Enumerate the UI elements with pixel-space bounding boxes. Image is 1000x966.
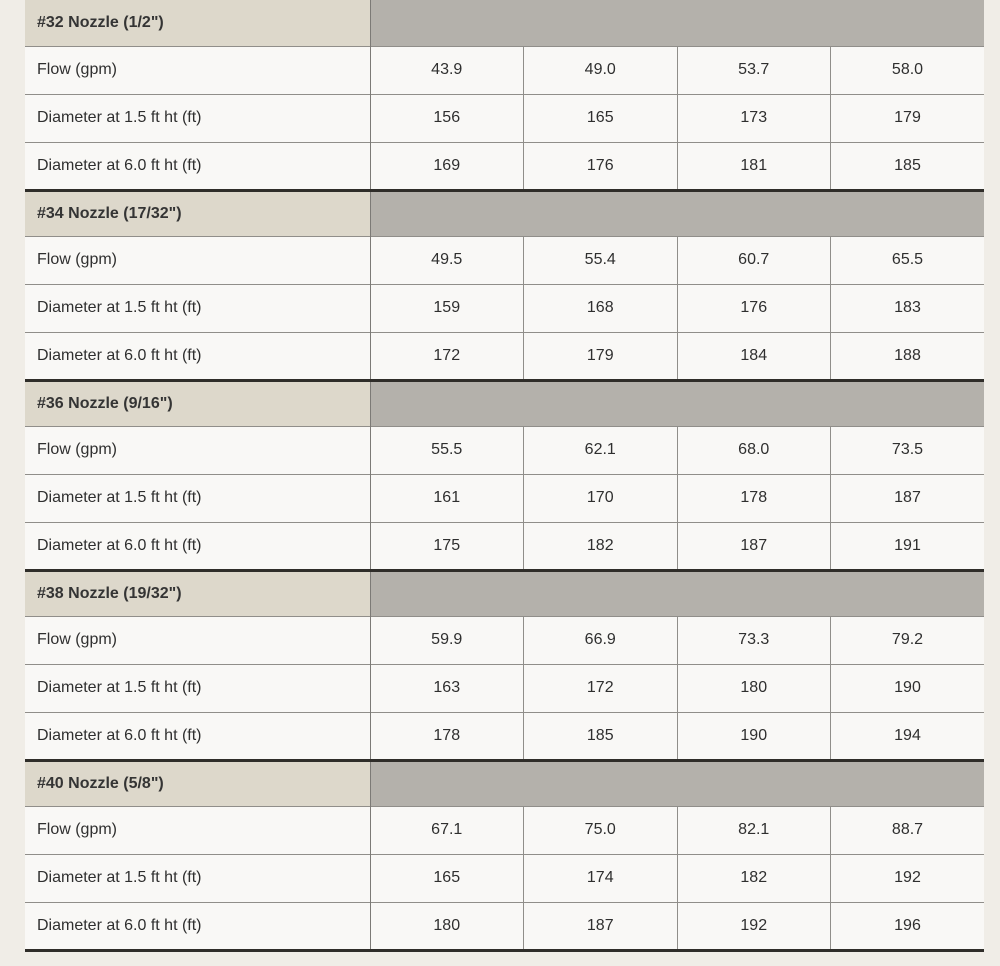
row-label: Diameter at 6.0 ft ht (ft) — [25, 142, 370, 190]
section-header-row — [25, 380, 984, 426]
data-cell: 182 — [524, 522, 678, 570]
row-label: Diameter at 6.0 ft ht (ft) — [25, 332, 370, 380]
row-label: Flow (gpm) — [25, 616, 370, 664]
data-cell: 55.4 — [524, 236, 678, 284]
data-cell: 156 — [370, 94, 524, 142]
data-cell: 163 — [370, 664, 524, 712]
data-cell: 174 — [524, 854, 678, 902]
data-cell: 194 — [831, 712, 985, 760]
row-label: Flow (gpm) — [25, 806, 370, 854]
row-label: Diameter at 6.0 ft ht (ft) — [25, 522, 370, 570]
table-row — [25, 664, 984, 712]
data-cell: 49.0 — [524, 46, 678, 94]
nozzle-spec-table — [25, 0, 984, 952]
data-cell: 187 — [524, 902, 678, 950]
table-row — [25, 284, 984, 332]
data-cell: 180 — [677, 664, 831, 712]
data-cell: 196 — [831, 902, 985, 950]
data-cell: 58.0 — [831, 46, 985, 94]
data-cell: 192 — [831, 854, 985, 902]
data-cell: 67.1 — [370, 806, 524, 854]
section-header-fill — [370, 190, 984, 236]
data-cell: 88.7 — [831, 806, 985, 854]
data-cell: 181 — [677, 142, 831, 190]
data-cell: 185 — [524, 712, 678, 760]
section-title: #32 Nozzle (1/2") — [25, 0, 370, 46]
data-cell: 66.9 — [524, 616, 678, 664]
data-cell: 82.1 — [677, 806, 831, 854]
row-label: Diameter at 6.0 ft ht (ft) — [25, 902, 370, 950]
data-cell: 172 — [370, 332, 524, 380]
data-cell: 178 — [677, 474, 831, 522]
data-cell: 190 — [677, 712, 831, 760]
data-cell: 62.1 — [524, 426, 678, 474]
nozzle-spec-table-wrap — [25, 0, 984, 952]
data-cell: 173 — [677, 94, 831, 142]
data-cell: 176 — [677, 284, 831, 332]
data-cell: 187 — [677, 522, 831, 570]
data-cell: 182 — [677, 854, 831, 902]
table-row — [25, 616, 984, 664]
data-cell: 190 — [831, 664, 985, 712]
section-header-fill — [370, 0, 984, 46]
table-row — [25, 332, 984, 380]
row-label: Flow (gpm) — [25, 46, 370, 94]
data-cell: 180 — [370, 902, 524, 950]
data-cell: 68.0 — [677, 426, 831, 474]
data-cell: 178 — [370, 712, 524, 760]
section-header-row — [25, 0, 984, 46]
data-cell: 183 — [831, 284, 985, 332]
data-cell: 191 — [831, 522, 985, 570]
section-title: #38 Nozzle (19/32") — [25, 570, 370, 616]
data-cell: 170 — [524, 474, 678, 522]
section-header-row — [25, 760, 984, 806]
data-cell: 59.9 — [370, 616, 524, 664]
data-cell: 165 — [524, 94, 678, 142]
data-cell: 49.5 — [370, 236, 524, 284]
data-cell: 176 — [524, 142, 678, 190]
section-header-fill — [370, 380, 984, 426]
data-cell: 184 — [677, 332, 831, 380]
row-label: Flow (gpm) — [25, 236, 370, 284]
table-row — [25, 806, 984, 854]
data-cell: 165 — [370, 854, 524, 902]
row-label: Diameter at 1.5 ft ht (ft) — [25, 284, 370, 332]
data-cell: 175 — [370, 522, 524, 570]
data-cell: 188 — [831, 332, 985, 380]
section-title: #36 Nozzle (9/16") — [25, 380, 370, 426]
table-row — [25, 474, 984, 522]
table-row — [25, 236, 984, 284]
table-row — [25, 46, 984, 94]
data-cell: 79.2 — [831, 616, 985, 664]
section-header-fill — [370, 760, 984, 806]
table-row — [25, 902, 984, 950]
data-cell: 161 — [370, 474, 524, 522]
data-cell: 187 — [831, 474, 985, 522]
section-header-fill — [370, 570, 984, 616]
section-title: #34 Nozzle (17/32") — [25, 190, 370, 236]
section-title: #40 Nozzle (5/8") — [25, 760, 370, 806]
data-cell: 60.7 — [677, 236, 831, 284]
data-cell: 179 — [524, 332, 678, 380]
data-cell: 53.7 — [677, 46, 831, 94]
section-header-row — [25, 190, 984, 236]
row-label: Diameter at 6.0 ft ht (ft) — [25, 712, 370, 760]
row-label: Flow (gpm) — [25, 426, 370, 474]
row-label: Diameter at 1.5 ft ht (ft) — [25, 664, 370, 712]
data-cell: 168 — [524, 284, 678, 332]
table-row — [25, 854, 984, 902]
table-row — [25, 426, 984, 474]
row-label: Diameter at 1.5 ft ht (ft) — [25, 474, 370, 522]
data-cell: 73.3 — [677, 616, 831, 664]
table-row — [25, 712, 984, 760]
table-row — [25, 142, 984, 190]
data-cell: 43.9 — [370, 46, 524, 94]
data-cell: 172 — [524, 664, 678, 712]
row-label: Diameter at 1.5 ft ht (ft) — [25, 854, 370, 902]
row-label: Diameter at 1.5 ft ht (ft) — [25, 94, 370, 142]
section-header-row — [25, 570, 984, 616]
data-cell: 75.0 — [524, 806, 678, 854]
data-cell: 179 — [831, 94, 985, 142]
table-row — [25, 94, 984, 142]
data-cell: 169 — [370, 142, 524, 190]
data-cell: 192 — [677, 902, 831, 950]
table-row — [25, 522, 984, 570]
data-cell: 73.5 — [831, 426, 985, 474]
nozzle-table-body — [25, 0, 984, 950]
data-cell: 65.5 — [831, 236, 985, 284]
data-cell: 55.5 — [370, 426, 524, 474]
data-cell: 185 — [831, 142, 985, 190]
data-cell: 159 — [370, 284, 524, 332]
